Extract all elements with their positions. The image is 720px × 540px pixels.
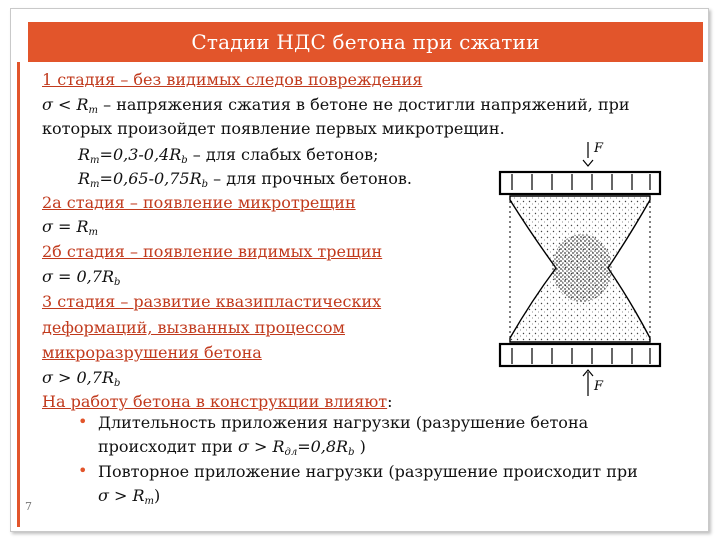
top-force-arrow	[583, 141, 604, 166]
stage1-heading: 1 стадия – без видимых следов повреждения	[42, 70, 423, 89]
stage1-condition: $\sigma < R_m$ – напряжения сжатия в бетоне не достигли напряжений, при	[42, 95, 630, 116]
stage1-condition-cont: которых произойдет появление первых микротрещин.	[42, 119, 505, 138]
slide-title: Стадии НДС бетона при сжатии	[191, 30, 540, 54]
force-label-bottom: F	[594, 379, 604, 394]
bullet-marker: •	[78, 461, 88, 480]
bullet-marker: •	[78, 412, 88, 431]
stage3-heading-line3: микроразрушения бетона	[42, 343, 262, 362]
bottom-plate	[500, 344, 660, 366]
stage2b-heading: 2б стадия – появление видимых трещин	[42, 242, 383, 261]
force-label-top: F	[594, 141, 604, 156]
bottom-force-arrow	[583, 370, 604, 396]
crack-zone	[552, 234, 612, 302]
bullet1-line2: происходит при $\sigma > R_{дл}=0,8R_b$ )	[98, 437, 366, 458]
bullet1-line1: Длительность приложения нагрузки (разрушение бетона	[98, 413, 589, 432]
bullet2-line2: $\sigma > R_m$)	[98, 486, 161, 507]
factors-heading: На работу бетона в конструкции влияют:	[42, 392, 393, 411]
stage3-heading-line1: 3 стадия – развитие квазипластических	[42, 292, 382, 311]
accent-bar	[17, 62, 20, 527]
title-bar	[28, 22, 703, 62]
stage3-heading-line2: деформаций, вызванных процессом	[42, 318, 345, 337]
stage2a-condition: $\sigma = R_m$	[42, 217, 99, 238]
stage3-condition: $\sigma > 0,7R_b$	[42, 368, 121, 389]
compression-specimen-figure	[480, 140, 670, 400]
stage2a-heading: 2а стадия – появление микротрещин	[42, 193, 356, 212]
rm-strong-concrete: $R_m=0,65-0,75R_b$ – для прочных бетонов.	[78, 169, 413, 190]
page-number: 7	[25, 500, 32, 513]
stage2b-condition: $\sigma = 0,7R_b$	[42, 267, 121, 288]
bullet2-line1: Повторное приложение нагрузки (разрушение происходит при	[98, 462, 638, 481]
rm-weak-concrete: $R_m=0,3-0,4R_b$ – для слабых бетонов;	[78, 145, 379, 166]
top-plate	[500, 172, 660, 194]
